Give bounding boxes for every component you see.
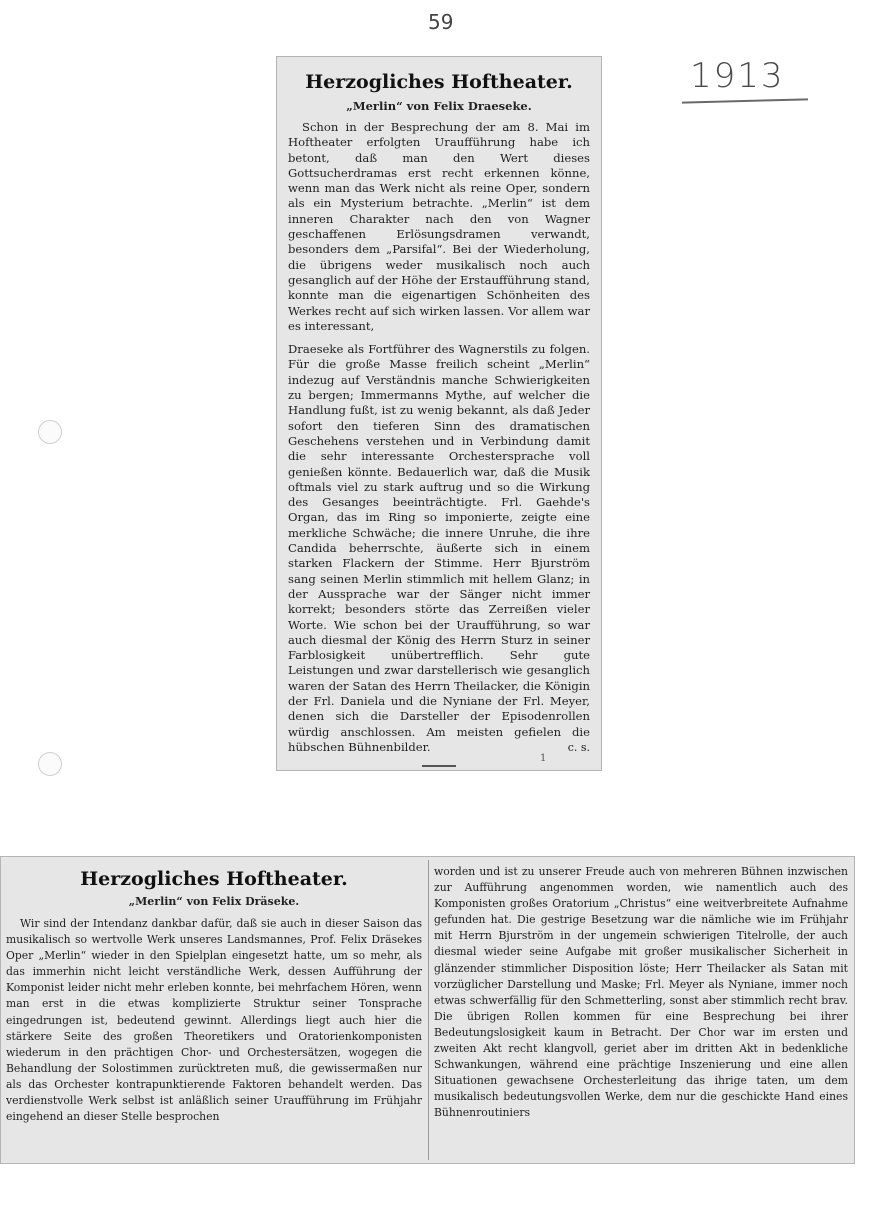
clipping-2-right-column <box>434 864 848 1160</box>
clipping-2-subhead: „Merlin“ von Felix Dräseke. <box>128 895 300 908</box>
handwritten-year-note: 1913 <box>690 56 785 96</box>
newspaper-clipping-2 <box>0 856 855 1164</box>
clipping-1-paragraph-2: Draeseke als Fortführer des Wagnerstils zu folgen. Für die große Masse freilich scheint „Merlin“ indezug auf Verständnis manche Schwierigkeiten zu bergen; Immermanns Mythe, auf welcher die Handlung fußt, ist zu wenig bekannt, als daß Jeder sofort den tieferen Sinn des dramatischen Geschehens verstehen und in Verbindung damit die sehr interessante Orchestersprache voll genießen könnte. Bedauerlich war, daß die Musik oftmals viel zu stark auftrug und so die Wirkung des Gesanges beeinträchtigte. Frl. Gaehde's Organ, das im Ring so imponierte, zeigte eine merkliche Schwäche; die innere Unruhe, die ihre Candida beherrschte, äußerte sich in einem starken Flackern der Stimme. Herr Bjurström sang seinen Merlin stimmlich mit hellem Glanz; in der Aussprache war der Sänger nicht immer korrekt; besonders störte das Zerreißen vieler Worte. Wie schon bei der Uraufführung, so war auch diesmal der König des Herrn Sturz in seiner Farblosigkeit unübertrefflich. Sehr gute Leistungen und zwar darstellerisch wie gesanglich waren der Satan des Herrn Theilacker, die Königin der Frl. Daniela und die Nyniane der Frl. Meyer, denen sich die Darsteller der Episodenrollen würdig anschlossen. Am meisten gefielen die hübschen Bühnenbilder. <box>288 342 590 754</box>
clipping-2-column-divider <box>428 860 429 1160</box>
clipping-1-subhead: „Merlin“ von Felix Draeseke. <box>346 99 532 113</box>
year-note-underline <box>682 98 808 103</box>
punch-hole-top <box>38 420 62 444</box>
clipping-2-left-text: Wir sind der Intendanz dankbar dafür, daß sie auch in dieser Saison das musikalisch so wertvolle Werk unseres Landsmannes, Prof. Felix Dräsekes Oper „Merlin“ wieder in den Spielplan eingesetzt hatte, um so mehr, als das immerhin nicht leicht verständliche Werk, dessen Aufführung der Komponist leider nicht mehr erleben konnte, bei mehrfachem Hören, wenn man erst in die etwas komplizierte Struktur seiner Tonsprache eingedrungen ist, bedeutend gewinnt. Allerdings liegt auch hier die stärkere Seite des großen Theoretikers und Oratorienkomponisten wiederum in den prächtigen Chor- und Orchestersätzen, wogegen die Behandlung der Solostimmen zurücktreten muß, die gewissermaßen nur als das Orchester kontrapunktierende Faktoren behandelt werden. Das verdienstvolle Werk selbst ist anläßlich seiner Uraufführung im Frühjahr eingehend an dieser Stelle besprochen <box>6 917 422 1124</box>
clipping-1-footer-mark: 1 <box>540 753 547 764</box>
clipping-1-signature: c. s. <box>567 741 590 755</box>
page-number: 59 <box>428 10 454 34</box>
clipping-1-rule <box>422 765 456 767</box>
clipping-2-headline: Herzogliches Hoftheater. <box>80 868 348 890</box>
clipping-1-headline: Herzogliches Hoftheater. <box>305 71 573 93</box>
newspaper-clipping-1 <box>276 56 602 771</box>
clipping-2-left-column <box>6 862 422 1160</box>
punch-hole-bottom <box>38 752 62 776</box>
clipping-1-paragraph-1: Schon in der Besprechung der am 8. Mai im Hoftheater erfolgten Uraufführung habe ich betont, daß man den Wert dieses Gottsucherdramas erst recht erkennen könne, wenn man das Werk nicht als reine Oper, sondern als ein Mysterium betrachte. „Merlin“ ist dem inneren Charakter nach den von Wagner geschaffenen Erlösungsdramen verwandt, besonders dem „Parsifal“. Bei der Wiederholung, die übrigens weder musikalisch noch auch gesanglich auf der Höhe der Erstaufführung stand, konnte man die eigenartigen Schönheiten des Werkes recht auf sich wirken lassen. Vor allem war es interessant, <box>288 120 590 333</box>
clipping-2-right-text: worden und ist zu unserer Freude auch von mehreren Bühnen inzwischen zur Aufführung angenommen worden, wie namentlich auch des Komponisten großes Oratorium „Christus“ eine weitverbreitete Aufnahme gefunden hat. Die gestrige Besetzung war die nämliche wie im Frühjahr mit Herrn Bjurström in der ungemein schwierigen Titelrolle, der auch diesmal wieder seine Aufgabe mit großer musikalischer Sicherheit in glänzender stimmlicher Disposition löste; Herr Theilacker als Satan mit vorzüglicher Darstellung und Maske; Frl. Meyer als Nyniane, immer noch etwas schwerfällig für den Schmetterling, sonst aber stimmlich recht brav. Die übrigen Rollen kommen für eine Besprechung bei ihrer Bedeutungslosigkeit kaum in Betracht. Der Chor war im ersten und zweiten Akt recht klangvoll, geriet aber im dritten Akt in bedenkliche Schwankungen, während eine prächtige Inszenierung und eine allen Situationen gewachsene Orchesterleitung das ihrige taten, um dem musikalisch bedeutungsvollen Werke, dem nur die geschickte Hand eines Bühnenroutiniers <box>434 865 848 1120</box>
